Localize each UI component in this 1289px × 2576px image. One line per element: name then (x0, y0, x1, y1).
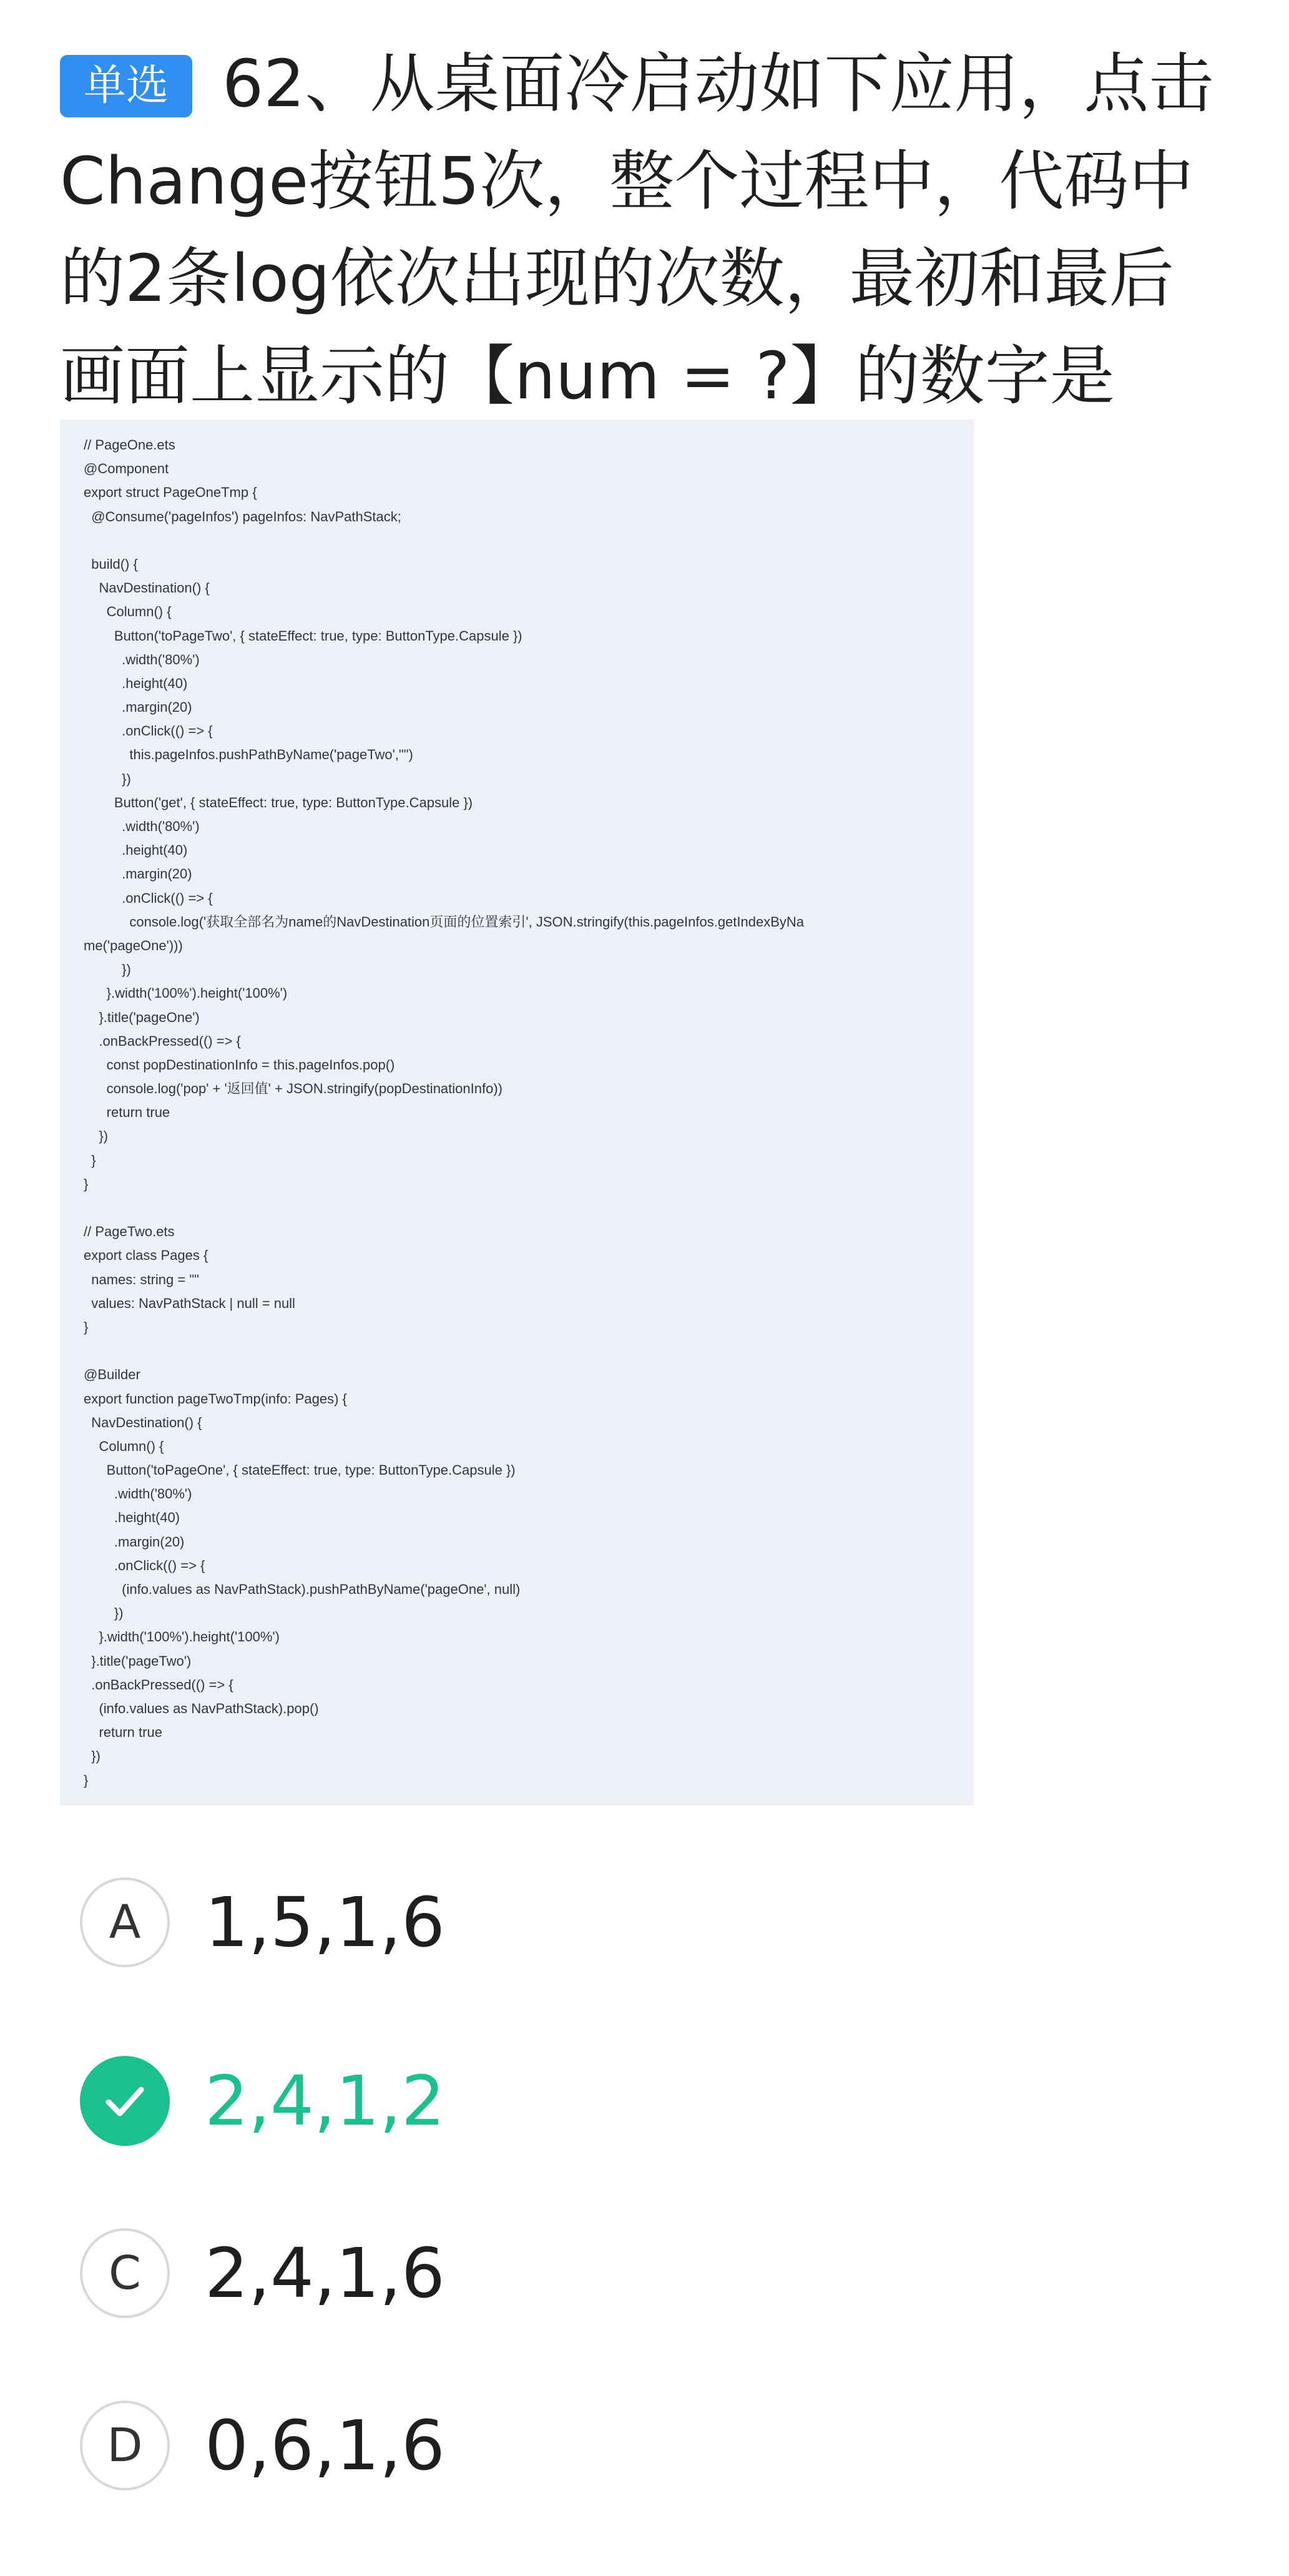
code-line: }) (84, 770, 131, 787)
option-b[interactable] (80, 2054, 829, 2148)
option-a-radio[interactable] (80, 1877, 170, 1967)
code-snippet-image (60, 420, 974, 1806)
option-c-letter: C (109, 2246, 141, 2300)
checkmark-icon (100, 2076, 150, 2126)
option-d[interactable] (80, 2399, 829, 2492)
code-line: } (84, 1319, 89, 1335)
code-line: @Builder (84, 1367, 140, 1383)
code-line: }.title('pageTwo') (84, 1653, 192, 1669)
code-line: values: NavPathStack | null = null (84, 1295, 295, 1311)
option-b-radio[interactable] (80, 2056, 170, 2146)
option-c-text: 2,4,1,6 (205, 2233, 445, 2313)
option-c-radio[interactable] (80, 2228, 170, 2318)
code-line: .onClick(() => { (84, 723, 213, 739)
code-line: .onBackPressed(() => { (84, 1033, 241, 1049)
code-line: .width('80%') (84, 1486, 192, 1502)
code-line: this.pageInfos.pushPathByName('pageTwo',"") (84, 747, 413, 763)
code-line: } (84, 1176, 89, 1192)
code-line: Button('toPageTwo', { stateEffect: true, type: ButtonType.Capsule }) (84, 627, 522, 644)
code-line: .onClick(() => { (84, 890, 213, 906)
code-line: const popDestinationInfo = this.pageInfos.pop() (84, 1056, 395, 1073)
code-line: }.title('pageOne') (84, 1009, 200, 1025)
code-line: }) (84, 1605, 124, 1621)
code-line: console.log('获取全部名为name的NavDestination页面的位置索引', JSON.stringify(this.pageInfos.getIndexByNa (84, 913, 805, 930)
code-line: return true (84, 1724, 162, 1741)
option-a[interactable] (80, 1875, 829, 1969)
code-line: Column() { (84, 1438, 164, 1454)
code-line: .margin(20) (84, 1533, 185, 1550)
code-line: console.log('pop' + '返回值' + JSON.stringify(popDestinationInfo)) (84, 1081, 502, 1097)
code-line: // PageTwo.ets (84, 1224, 175, 1240)
option-a-text: 1,5,1,6 (205, 1882, 445, 1962)
code-line: Button('get', { stateEffect: true, type: ButtonType.Capsule }) (84, 794, 473, 810)
code-line: (info.values as NavPathStack).pushPathByName('pageOne', null) (84, 1581, 521, 1597)
code-line: .onBackPressed(() => { (84, 1676, 233, 1693)
code-line: }.width('100%').height('100%') (84, 985, 288, 1001)
code-line: .height(40) (84, 1510, 180, 1526)
code-line: .width('80%') (84, 651, 200, 667)
code-line: @Consume('pageInfos') pageInfos: NavPathStack; (84, 508, 401, 524)
code-line: .height(40) (84, 675, 188, 691)
code-line: me('pageOne'))) (84, 937, 183, 953)
option-d-radio[interactable] (80, 2401, 170, 2490)
code-line: return true (84, 1104, 170, 1121)
code-line: } (84, 1152, 96, 1168)
code-line: .margin(20) (84, 699, 192, 715)
code-line (84, 529, 974, 553)
code-line: export struct PageOneTmp { (84, 484, 257, 501)
code-line: }) (84, 1748, 100, 1764)
option-d-text: 0,6,1,6 (205, 2406, 445, 2485)
code-line: .height(40) (84, 842, 188, 858)
option-b-text: 2,4,1,2 (205, 2061, 445, 2141)
option-d-letter: D (107, 2419, 143, 2472)
code-line: build() { (84, 556, 138, 572)
code-line: export class Pages { (84, 1247, 208, 1264)
code-line: // PageOne.ets (84, 437, 175, 453)
code-line (84, 1339, 974, 1363)
code-line: .margin(20) (84, 866, 192, 882)
code-line: Button('toPageOne', { stateEffect: true, type: ButtonType.Capsule }) (84, 1462, 516, 1478)
code-line: }.width('100%').height('100%') (84, 1629, 280, 1645)
code-line: .onClick(() => { (84, 1557, 205, 1573)
code-line: @Component (84, 461, 169, 477)
code-line (84, 1196, 974, 1220)
question-text: 62、从桌面冷启动如下应用，点击Change按钮5次，整个过程中，代码中的2条log依次出现的次数，最初和最后画面上显示的【num = ?】的数字是 (60, 46, 1214, 414)
question-stem (60, 35, 1233, 425)
option-c[interactable] (80, 2226, 829, 2320)
code-line: } (84, 1772, 89, 1788)
code-line: export function pageTwoTmp(info: Pages) { (84, 1390, 347, 1407)
code-line: }) (84, 1128, 109, 1144)
code-line: .width('80%') (84, 819, 200, 834)
code-line: names: string = "" (84, 1271, 199, 1287)
option-a-letter: A (109, 1895, 141, 1949)
code-line: Column() { (84, 604, 172, 620)
code-line: NavDestination() { (84, 1414, 202, 1430)
question-type-badge: 单选 (60, 55, 192, 117)
code-line: }) (84, 961, 131, 978)
code-line: (info.values as NavPathStack).pop() (84, 1700, 319, 1716)
code-line: NavDestination() { (84, 580, 210, 596)
